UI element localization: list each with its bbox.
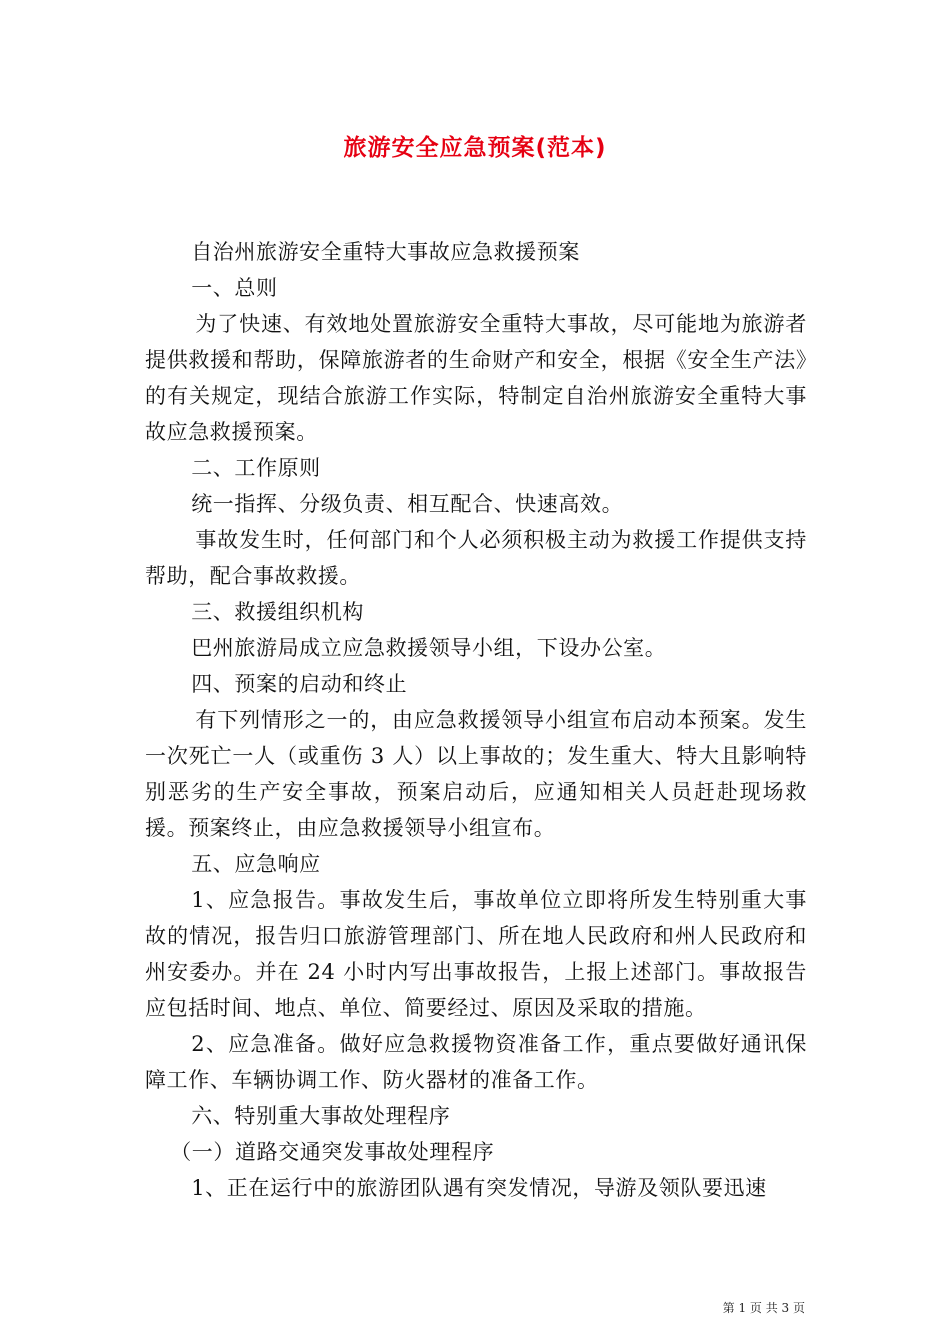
subtitle-paragraph: 自治州旅游安全重特大事故应急救援预案 xyxy=(191,240,580,264)
section-heading-general: 一、总则 xyxy=(191,276,278,300)
body-paragraph: 事故发生时，任何部门和个人必须积极主动为救援工作提供支持帮助，配合事故救援。 xyxy=(145,528,807,588)
body-paragraph: 1、正在运行中的旅游团队遇有突发情况，导游及领队要迅速 xyxy=(191,1176,767,1200)
section-heading-procedure: 六、特别重大事故处理程序 xyxy=(191,1104,451,1128)
document-body xyxy=(145,234,807,1206)
body-paragraph: 2、应急准备。做好应急救援物资准备工作，重点要做好通讯保障工作、车辆协调工作、防火器材的准备工作。 xyxy=(145,1032,807,1092)
body-paragraph: 1、应急报告。事故发生后，事故单位立即将所发生特别重大事故的情况，报告归口旅游管理部门、所在地人民政府和州人民政府和州安委办。并在 24 小时内写出事故报告，上报上述部门。事故报告应包括时间、地点、单位、简要经过、原因及采取的措施。 xyxy=(145,888,807,1020)
body-paragraph: 统一指挥、分级负责、相互配合、快速高效。 xyxy=(191,492,624,516)
body-paragraph: 巴州旅游局成立应急救援领导小组，下设办公室。 xyxy=(191,636,667,660)
body-paragraph: 有下列情形之一的，由应急救援领导小组宣布启动本预案。发生一次死亡一人（或重伤 3 人）以上事故的；发生重大、特大且影响特别恶劣的生产安全事故，预案启动后，应通知相关人员赶赴现场救援。预案终止，由应急救援领导小组宣布。 xyxy=(145,708,807,840)
document-title: 旅游安全应急预案(范本) xyxy=(343,135,607,161)
subsection-heading: （一）道路交通突发事故处理程序 xyxy=(170,1140,495,1164)
section-heading-principles: 二、工作原则 xyxy=(191,456,321,480)
section-heading-response: 五、应急响应 xyxy=(191,852,321,876)
body-paragraph: 为了快速、有效地处置旅游安全重特大事故，尽可能地为旅游者提供救援和帮助，保障旅游者的生命财产和安全，根据《安全生产法》的有关规定，现结合旅游工作实际，特制定自治州旅游安全重特大事故应急救援预案。 xyxy=(145,312,807,444)
section-heading-organization: 三、救援组织机构 xyxy=(191,600,364,624)
page-number: 第 1 页 共 3 页 xyxy=(722,1301,805,1315)
section-heading-activation: 四、预案的启动和终止 xyxy=(191,672,408,696)
